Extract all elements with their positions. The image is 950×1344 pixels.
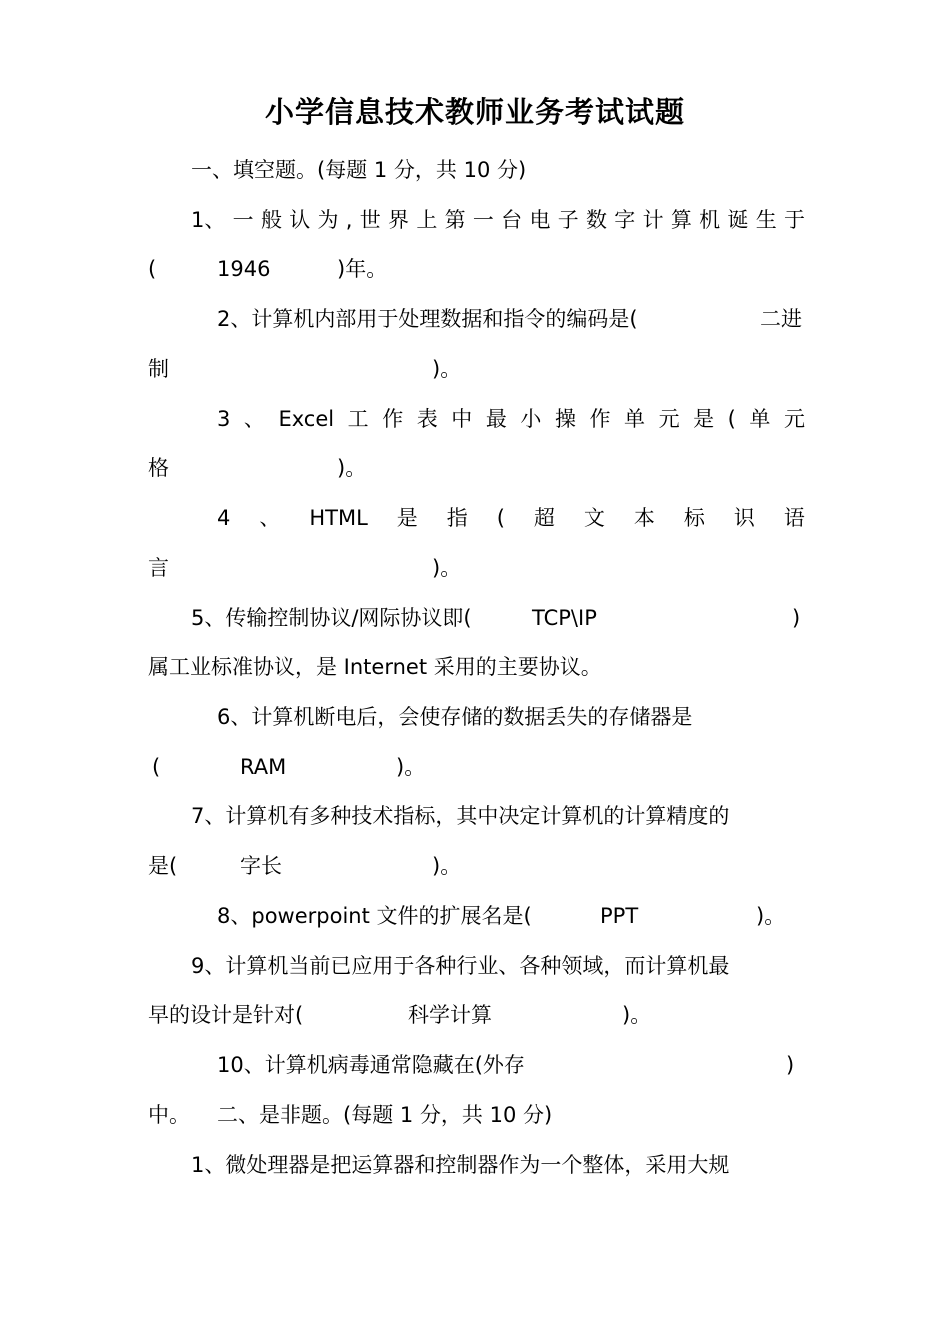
q3-line1_chars-segment: 是	[693, 407, 715, 431]
q1-line1_chars-segment: 一	[232, 208, 254, 232]
q2-close: )。	[432, 357, 462, 381]
q7-line1: 7、计算机有多种技术指标，其中决定计算机的计算精度的	[191, 804, 730, 828]
q3-line1_chars-segment: 、	[243, 407, 265, 431]
q4-line1	[217, 503, 805, 533]
q1-line1_chars-segment: 机	[699, 208, 721, 232]
q1-line1_chars-segment: 算	[670, 208, 692, 232]
q5-line2: 属工业标准协议，是 Internet 采用的主要协议。	[148, 655, 602, 679]
q3-line1_chars-segment: 元	[658, 407, 680, 431]
q1-line1_chars-segment: 台	[501, 208, 523, 232]
q4-line1_chars-segment: HTML	[309, 506, 368, 530]
q3-line1_chars-segment: (	[727, 407, 736, 431]
q3-line1_chars-segment: 小	[520, 407, 542, 431]
q8-close: )。	[756, 904, 786, 928]
q4-line1_chars-segment: 语	[783, 506, 805, 530]
q3-line1_chars-segment: 3	[217, 407, 231, 431]
q1-line1_chars-segment: 1、	[191, 208, 226, 232]
q3-line1_chars-segment: 最	[485, 407, 507, 431]
q6-line1: 6、计算机断电后，会使存储的数据丢失的存储器是	[217, 705, 693, 729]
section2-header: 二、是非题。(每题 1 分，共 10 分)	[217, 1103, 553, 1127]
q5-answer: TCP\IP	[532, 606, 597, 630]
q4-line1_chars-segment: 本	[633, 506, 655, 530]
q1-line1_chars-segment: 数	[586, 208, 607, 232]
q1-line1_chars-segment: 认	[289, 208, 311, 232]
q1-line1_chars-segment: 般	[260, 208, 282, 232]
q4-line1_chars-segment: 文	[583, 506, 605, 530]
section1-header: 一、填空题。(每题 1 分，共 10 分)	[191, 158, 527, 182]
q10-line2-prefix: 中。	[148, 1103, 190, 1127]
q1-line1_chars-segment: 字	[614, 208, 636, 232]
q1-line1_chars-segment: ,	[345, 208, 353, 232]
page-title: 小学信息技术教师业务考试试题	[264, 95, 685, 129]
q4-line1_chars-segment: 超	[533, 506, 555, 530]
q3-close: )。	[337, 456, 367, 480]
q3-line1	[217, 404, 805, 434]
q4-line1_chars-segment: 识	[733, 506, 755, 530]
q3-line1_chars-segment: 操	[554, 407, 576, 431]
q3-line1_chars-segment: 元	[783, 407, 805, 431]
q3-line1_chars-segment: 单	[749, 407, 771, 431]
q4-line1_chars-segment: 4	[217, 506, 231, 530]
q1-line1_chars-segment: 一	[472, 208, 494, 232]
q9-line2-prefix: 早的设计是针对(	[148, 1003, 304, 1027]
q4-answer-tail: 言	[148, 556, 169, 580]
q9-close: )。	[622, 1003, 652, 1027]
q1-line1_chars-segment: 世	[359, 208, 381, 232]
q2-answer-part1: 二进	[760, 307, 802, 331]
q4-line1_chars-segment: (	[496, 506, 505, 530]
q1-line1_chars-segment: 于	[783, 208, 805, 232]
q2-answer-part2: 制	[148, 357, 169, 381]
q1-open-paren: (	[148, 257, 157, 281]
q3-line1_chars-segment: 单	[624, 407, 646, 431]
tf1-line1: 1、微处理器是把运算器和控制器作为一个整体，采用大规	[191, 1153, 730, 1177]
q3-line1_chars-segment: 作	[589, 407, 611, 431]
q1-line1_chars-segment: 诞	[727, 208, 749, 232]
q2-line1: 2、计算机内部用于处理数据和指令的编码是(	[217, 307, 638, 331]
q5-close: )	[792, 606, 801, 630]
q1-line1_chars-segment: 上	[416, 208, 438, 232]
q1-line1_chars-segment: 界	[388, 208, 410, 232]
q3-line1_chars-segment: 中	[451, 407, 473, 431]
q3-line1_chars-segment: 作	[382, 407, 404, 431]
q7-answer: 字长	[240, 854, 282, 878]
q1-line1_chars-segment: 计	[642, 208, 664, 232]
q7-close: )。	[432, 854, 462, 878]
q4-line1_chars-segment: 指	[446, 506, 468, 530]
q4-line1_chars-segment: 标	[683, 506, 705, 530]
q6-open: (	[152, 755, 161, 779]
q1-line1_chars-segment: 电	[529, 208, 551, 232]
q9-answer: 科学计算	[408, 1003, 492, 1027]
q3-answer-tail: 格	[148, 456, 169, 480]
q4-line1_chars-segment: 是	[396, 506, 418, 530]
q3-line1_chars-segment: Excel	[278, 407, 335, 431]
q9-line1: 9、计算机当前已应用于各种行业、各种领域，而计算机最	[191, 954, 730, 978]
q1-close: )年。	[337, 257, 388, 281]
q1-line1_chars-segment: 为	[317, 208, 339, 232]
q5-line1: 5、传输控制协议/网际协议即(	[191, 606, 472, 630]
q8-answer: PPT	[600, 904, 639, 928]
q6-close: )。	[396, 755, 426, 779]
q1-line1_chars-segment: 子	[557, 208, 579, 232]
q1-line1_chars-segment: 第	[444, 208, 466, 232]
q6-answer: RAM	[240, 755, 287, 779]
q10-line1: 10、计算机病毒通常隐藏在(外存	[217, 1053, 525, 1077]
q8-prefix: 8、powerpoint 文件的扩展名是(	[217, 904, 532, 928]
q7-line2-prefix: 是(	[148, 854, 178, 878]
q1-answer: 1946	[217, 257, 271, 281]
q4-close: )。	[432, 556, 462, 580]
q1-line1	[191, 205, 805, 235]
q4-line1_chars-segment: 、	[259, 506, 281, 530]
q3-line1_chars-segment: 表	[416, 407, 438, 431]
q3-line1_chars-segment: 工	[347, 407, 369, 431]
q1-line1_chars-segment: 生	[755, 208, 777, 232]
q10-close: )	[786, 1053, 795, 1077]
